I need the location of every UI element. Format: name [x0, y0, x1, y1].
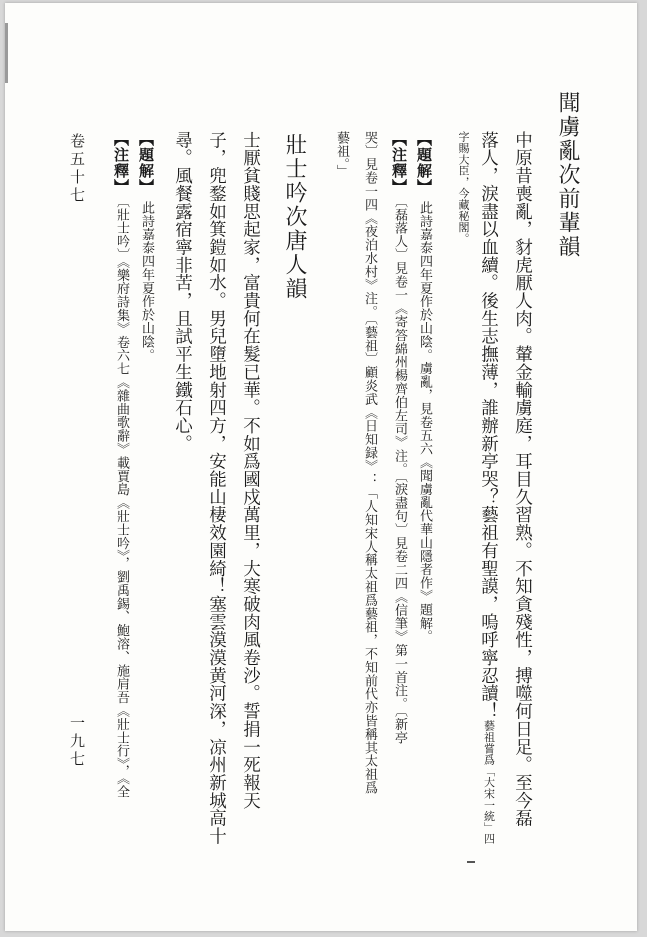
poem1-inline-note-cont: 字賜大臣，今藏秘閣。 [457, 131, 470, 244]
poem2-line-2: 子，兜鍪如箕鎧如水。男兒墮地射四方，安能山棲效園綺！塞雲漠漠黄河深，凉州新城高十 [206, 131, 227, 845]
zhushi-line-1: 〔磊落人〕見卷一《寄答綿州楊齊伯左司》注。〔淚盡句〕見卷二四《信筆》第一首注。〔新亭 [392, 201, 407, 745]
page-number: 一九七 [68, 715, 86, 769]
poem2-line-3: 尋。風餐露宿寧非苦，且試平生鐵石心。 [172, 131, 193, 453]
tijie-label: 【題解】 [415, 131, 433, 195]
poem1-zhushi-line-3: 藝祖。」 [334, 131, 349, 179]
poem1-line-1: 中原昔喪亂，豺虎厭人肉。輦金輸虜庭，耳目久習熟。不知貪殘性，搏噬何日足。至今磊 [512, 131, 533, 828]
poem1-tijie [416, 131, 432, 643]
poem1-inline-note: 藝祖嘗爲「大宋一統」四 [482, 720, 496, 845]
poem2-line-1: 士厭貧賤思起家，富貴何在髮已華。不如爲國戍萬里，大寒破肉風卷沙。誓捐一死報天 [240, 131, 261, 810]
zhushi-label: 【注釋】 [390, 131, 408, 195]
poem1-line-2-text: 落人，淚盡以血續。後生志撫薄，誰辦新亭哭？藝祖有聖謨，嗚呼寧忍讀！ [478, 131, 499, 721]
scan-mark [467, 861, 475, 863]
poem1-title: 聞虜亂次前輩韻 [555, 91, 580, 259]
binding-edge [5, 23, 8, 83]
tijie-text: 此詩嘉泰四年夏作於山陰。 [139, 201, 154, 362]
book-page [5, 3, 637, 931]
zhushi-label: 【注釋】 [112, 131, 130, 195]
poem1-line-2 [479, 131, 497, 844]
poem1-zhushi [391, 131, 407, 744]
poem1-zhushi-line-2: 哭〕見卷一四《夜泊水村》注。〔藝祖〕顧炎武《日知録》：「人知宋人稱太祖爲藝祖，不知前代亦皆稱其太祖爲 [362, 131, 377, 795]
volume-label: 卷五十七 [68, 133, 86, 205]
poem2-zhushi [113, 131, 129, 798]
poem2-title: 壯士吟次唐人韻 [282, 133, 307, 301]
poem2-tijie [138, 131, 154, 362]
tijie-text: 此詩嘉泰四年夏作於山陰。虜亂，見卷五六《聞虜亂代華山隱者作》題解。 [417, 201, 432, 644]
tijie-label: 【題解】 [137, 131, 155, 195]
zhushi-text: 〔壯士吟〕《樂府詩集》卷六七《雜曲歌辭》載賈島《壯士吟》，劉禹錫、鮑溶、施肩吾《壯士行》，《全 [114, 201, 129, 799]
